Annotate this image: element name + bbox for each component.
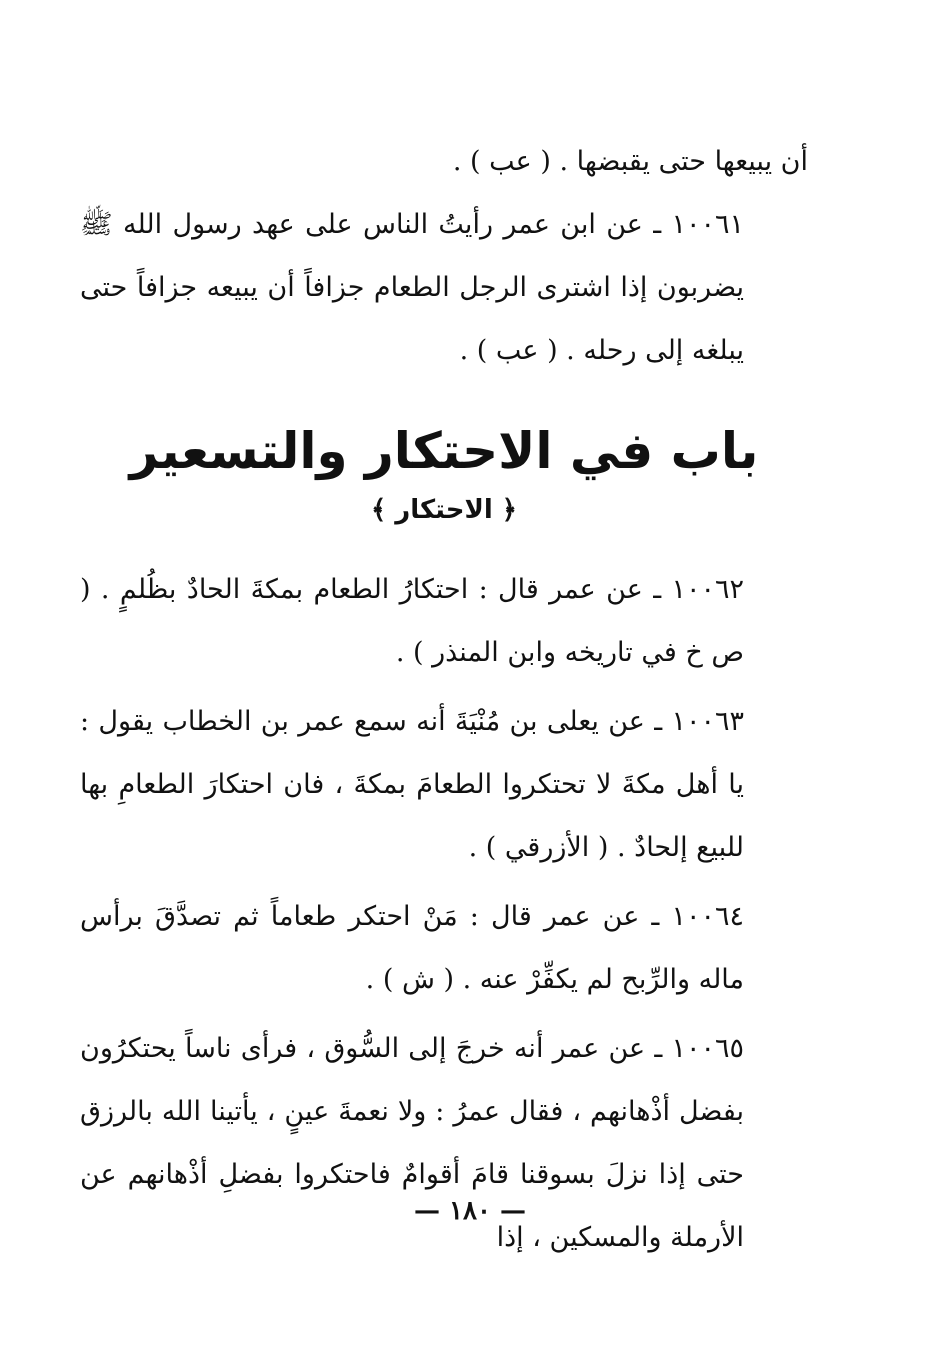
hadith-10063: ١٠٠٦٣ ـ عن يعلى بن مُنْيَةَ أنه سمع عمر بن الخطاب يقول : يا أهل مكةَ لا تحتكروا الطعامَ بمكةَ ، فان احتكارَ الطعامِ بها للبيع إلحادٌ . ( الأزرقي ) . xyxy=(80,706,744,863)
paragraph-continuation: أن يبيعها حتى يقبضها . ( عب ) . xyxy=(452,146,808,177)
hadith-10061: ١٠٠٦١ ـ عن ابن عمر رأيتُ الناس على عهد رسول الله ﷺ يضربون إذا اشترى الرجل الطعام جزافاً أن يبيعه جزافاً حتى يبلغه إلى رحله . ( عب ) . xyxy=(80,209,744,366)
chapter-subtitle: ﴿ الاحتكار ﴾ xyxy=(370,495,518,525)
hadith-10062: ١٠٠٦٢ ـ عن عمر قال : احتكارُ الطعام بمكةَ الحادٌ بظُلمٍ . ( ص خ في تاريخه وابن المنذر ) . xyxy=(80,574,744,668)
page-number: — ١٨٠ — xyxy=(413,1196,527,1226)
hadith-10064: ١٠٠٦٤ ـ عن عمر قال : مَنْ احتكر طعاماً ثم تصدَّقَ برأس ماله والرِّبح لم يكفِّرْ عنه . ( ش ) . xyxy=(80,901,744,995)
chapter-title: باب في الاحتكار والتسعير xyxy=(129,422,759,480)
hadith-10065: ١٠٠٦٥ ـ عن عمر أنه خرجَ إلى السُّوق ، فرأى ناساً يحتكرُون بفضل أذْهانهم ، فقال عمرُ : ولا نعمةَ عينٍ ، يأتينا الله بالرزق حتى إذا نزلَ بسوقنا قامَ أقوامٌ فاحتكروا بفضلِ أذْهانهم عن الأرملة والمسكين ، إذا xyxy=(80,1033,744,1253)
